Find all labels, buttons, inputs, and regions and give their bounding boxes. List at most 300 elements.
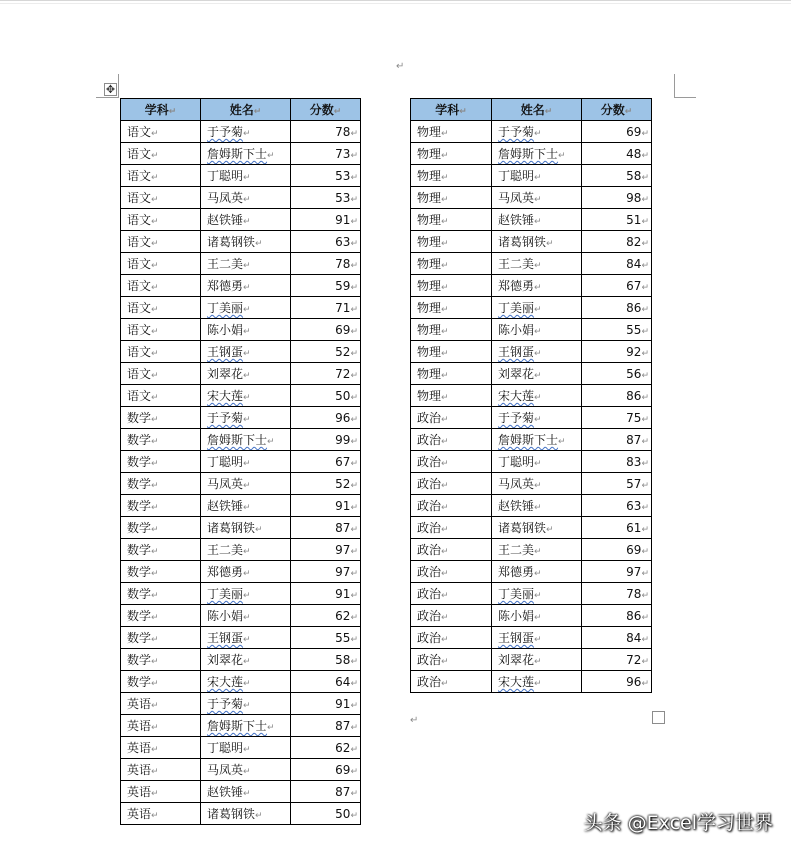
subject-cell[interactable]	[411, 275, 492, 297]
table-row	[121, 297, 361, 319]
paragraph-mark: ↵	[534, 569, 542, 579]
name-cell[interactable]	[492, 517, 582, 539]
paragraph-mark: ↵	[151, 613, 159, 623]
paragraph-mark: ↵	[641, 260, 649, 271]
score-cell[interactable]	[291, 759, 361, 781]
name-cell[interactable]	[201, 297, 291, 319]
name-cell-text: 丁聪明	[498, 455, 535, 469]
paragraph-mark: ↵	[151, 547, 159, 557]
name-cell[interactable]	[201, 561, 291, 583]
subject-cell-text: 政治	[417, 631, 442, 645]
header-score[interactable]: 分数↵	[582, 99, 652, 121]
name-cell[interactable]	[492, 561, 582, 583]
table-row	[411, 341, 652, 363]
name-cell[interactable]	[201, 671, 291, 693]
score-cell[interactable]	[291, 561, 361, 583]
name-cell[interactable]	[201, 187, 291, 209]
score-cell[interactable]	[291, 407, 361, 429]
subject-cell-text: 政治	[417, 653, 442, 667]
score-cell[interactable]	[582, 605, 652, 627]
score-cell-text: 52	[335, 344, 351, 359]
table-row	[121, 781, 361, 803]
subject-cell[interactable]	[121, 363, 201, 385]
name-cell[interactable]	[492, 671, 582, 693]
score-cell[interactable]	[582, 517, 652, 539]
name-cell[interactable]	[201, 319, 291, 341]
paragraph-mark: ↵	[441, 525, 449, 535]
subject-cell[interactable]	[411, 605, 492, 627]
subject-cell[interactable]	[411, 143, 492, 165]
paragraph-mark: ↵	[441, 591, 449, 601]
name-cell[interactable]	[201, 759, 291, 781]
score-cell[interactable]	[582, 539, 652, 561]
subject-cell[interactable]	[121, 297, 201, 319]
score-cell[interactable]	[582, 165, 652, 187]
score-cell[interactable]	[291, 649, 361, 671]
paragraph-mark: ↵	[151, 371, 159, 381]
paragraph-mark: ↵	[641, 392, 649, 403]
name-cell[interactable]	[492, 385, 582, 407]
name-cell[interactable]	[201, 605, 291, 627]
name-cell[interactable]	[492, 143, 582, 165]
subject-cell-text: 语文	[127, 213, 152, 227]
score-cell[interactable]	[582, 341, 652, 363]
score-cell-text: 99	[335, 432, 351, 447]
score-cell[interactable]	[291, 737, 361, 759]
subject-cell[interactable]	[411, 231, 492, 253]
subject-cell[interactable]	[121, 187, 201, 209]
name-cell-text: 丁聪明	[207, 741, 244, 755]
table-resize-handle-icon[interactable]	[652, 711, 665, 724]
paragraph-mark: ↵	[441, 327, 449, 337]
subject-cell[interactable]	[121, 583, 201, 605]
subject-cell[interactable]	[121, 495, 201, 517]
header-name[interactable]: 姓名↵	[201, 99, 291, 121]
name-cell[interactable]	[492, 407, 582, 429]
table-row	[411, 165, 652, 187]
name-cell[interactable]	[492, 363, 582, 385]
subject-cell[interactable]	[121, 759, 201, 781]
score-cell[interactable]	[582, 451, 652, 473]
paragraph-mark: ↵	[350, 282, 358, 293]
score-cell[interactable]	[582, 473, 652, 495]
paragraph-mark: ↵	[534, 635, 542, 645]
name-cell[interactable]	[201, 451, 291, 473]
subject-cell[interactable]	[121, 341, 201, 363]
paragraph-mark: ↵	[350, 722, 358, 733]
score-cell-text: 71	[335, 300, 351, 315]
score-cell[interactable]	[291, 253, 361, 275]
score-cell[interactable]	[291, 275, 361, 297]
subject-cell[interactable]	[411, 451, 492, 473]
subject-cell-text: 英语	[127, 807, 152, 821]
name-cell[interactable]	[492, 209, 582, 231]
score-cell[interactable]	[582, 671, 652, 693]
name-cell[interactable]	[201, 539, 291, 561]
name-cell[interactable]	[492, 275, 582, 297]
paragraph-mark: ↵	[151, 459, 159, 469]
subject-cell[interactable]	[411, 583, 492, 605]
score-cell[interactable]	[291, 451, 361, 473]
score-cell[interactable]	[291, 605, 361, 627]
subject-cell[interactable]	[121, 429, 201, 451]
score-cell[interactable]	[291, 385, 361, 407]
paragraph-mark: ↵	[350, 348, 358, 359]
score-cell[interactable]	[582, 429, 652, 451]
score-cell-text: 51	[626, 212, 642, 227]
name-cell-text: 詹姆斯下士	[207, 719, 268, 733]
paragraph-mark: ↵	[641, 590, 649, 601]
score-cell[interactable]	[582, 363, 652, 385]
table-row	[121, 319, 361, 341]
score-cell-text: 55	[626, 322, 642, 337]
name-cell[interactable]	[492, 649, 582, 671]
subject-cell-text: 数学	[127, 433, 152, 447]
paragraph-mark: ↵	[641, 568, 649, 579]
score-cell[interactable]	[582, 231, 652, 253]
score-cell[interactable]	[291, 671, 361, 693]
score-cell[interactable]	[582, 561, 652, 583]
name-cell[interactable]	[201, 473, 291, 495]
score-cell[interactable]	[291, 539, 361, 561]
score-cell[interactable]	[291, 341, 361, 363]
score-cell-text: 53	[335, 190, 351, 205]
score-cell[interactable]	[582, 495, 652, 517]
subject-cell[interactable]	[411, 253, 492, 275]
paragraph-mark: ↵	[243, 789, 251, 799]
name-cell[interactable]	[201, 253, 291, 275]
score-cell[interactable]	[582, 385, 652, 407]
score-cell-text: 69	[626, 542, 642, 557]
subject-cell-text: 物理	[417, 389, 442, 403]
name-cell[interactable]	[201, 341, 291, 363]
subject-cell[interactable]	[411, 363, 492, 385]
subject-cell[interactable]	[121, 517, 201, 539]
score-cell-text: 87	[626, 432, 642, 447]
name-cell[interactable]	[492, 429, 582, 451]
score-cell[interactable]	[291, 187, 361, 209]
page-top-border	[0, 0, 791, 1]
subject-cell[interactable]	[411, 165, 492, 187]
subject-cell[interactable]	[411, 319, 492, 341]
subject-cell[interactable]	[411, 385, 492, 407]
score-cell[interactable]	[291, 473, 361, 495]
subject-cell[interactable]	[411, 649, 492, 671]
table-row	[411, 583, 652, 605]
paragraph-mark: ↵	[243, 613, 251, 623]
name-cell[interactable]	[201, 693, 291, 715]
name-cell[interactable]	[201, 275, 291, 297]
subject-cell[interactable]	[411, 121, 492, 143]
subject-cell[interactable]	[411, 209, 492, 231]
paragraph-mark: ↵	[151, 151, 159, 161]
paragraph-mark: ↵	[441, 239, 449, 249]
paragraph-mark: ↵	[350, 216, 358, 227]
table-move-handle-icon[interactable]: ✥	[105, 83, 116, 96]
header-score[interactable]: 分数↵	[291, 99, 361, 121]
score-cell[interactable]	[291, 583, 361, 605]
name-cell[interactable]	[492, 451, 582, 473]
paragraph-mark: ↵	[350, 194, 358, 205]
subject-cell-text: 物理	[417, 323, 442, 337]
name-cell-text: 于予菊	[207, 411, 244, 425]
score-cell[interactable]	[291, 209, 361, 231]
table-row	[411, 671, 652, 693]
subject-cell[interactable]	[411, 429, 492, 451]
name-cell[interactable]	[492, 627, 582, 649]
margin-corner-left-v	[118, 74, 119, 98]
score-cell[interactable]	[582, 319, 652, 341]
name-cell-text: 王钢蛋	[498, 345, 535, 359]
score-cell[interactable]	[291, 495, 361, 517]
paragraph-mark: ↵	[641, 612, 649, 623]
score-cell[interactable]	[582, 407, 652, 429]
name-cell-text: 王二美	[207, 257, 244, 271]
name-cell[interactable]	[201, 495, 291, 517]
name-cell[interactable]	[492, 165, 582, 187]
subject-cell-text: 政治	[417, 477, 442, 491]
score-cell-text: 86	[626, 388, 642, 403]
score-cell[interactable]	[291, 363, 361, 385]
paragraph-mark: ↵	[441, 283, 449, 293]
subject-cell-text: 数学	[127, 631, 152, 645]
header-subject[interactable]: 学科↵	[411, 99, 492, 121]
subject-cell[interactable]	[121, 253, 201, 275]
name-cell[interactable]	[201, 649, 291, 671]
score-cell[interactable]	[291, 231, 361, 253]
score-cell-text: 96	[626, 674, 642, 689]
name-cell[interactable]	[201, 363, 291, 385]
subject-cell-text: 语文	[127, 301, 152, 315]
subject-cell[interactable]	[411, 517, 492, 539]
subject-cell[interactable]	[121, 385, 201, 407]
paragraph-mark: ↵	[546, 239, 554, 249]
score-cell[interactable]	[582, 297, 652, 319]
subject-cell[interactable]	[411, 187, 492, 209]
name-cell[interactable]	[492, 583, 582, 605]
paragraph-mark: ↵	[151, 173, 159, 183]
paragraph-mark: ↵	[641, 238, 649, 249]
table-row	[121, 627, 361, 649]
name-cell[interactable]	[201, 715, 291, 737]
paragraph-mark: ↵	[641, 634, 649, 645]
score-cell-text: 73	[335, 146, 351, 161]
paragraph-mark: ↵	[641, 436, 649, 447]
paragraph-mark: ↵	[534, 283, 542, 293]
table-row	[121, 693, 361, 715]
paragraph-mark: ↵	[350, 238, 358, 249]
score-cell[interactable]	[582, 209, 652, 231]
name-cell-text: 丁美丽	[207, 301, 244, 315]
name-cell[interactable]	[201, 165, 291, 187]
name-cell[interactable]	[492, 539, 582, 561]
subject-cell[interactable]	[121, 671, 201, 693]
subject-cell[interactable]	[411, 297, 492, 319]
name-cell-text: 陈小娟	[207, 609, 244, 623]
score-cell-text: 91	[335, 586, 351, 601]
subject-cell[interactable]	[121, 231, 201, 253]
score-cell[interactable]	[291, 121, 361, 143]
table-row	[411, 231, 652, 253]
table-header-row	[121, 99, 361, 121]
header-name[interactable]: 姓名↵	[492, 99, 582, 121]
score-cell[interactable]	[291, 297, 361, 319]
name-cell[interactable]	[492, 341, 582, 363]
name-cell[interactable]	[492, 473, 582, 495]
table-row	[121, 165, 361, 187]
score-cell-text: 72	[626, 652, 642, 667]
score-cell[interactable]	[291, 803, 361, 825]
name-cell[interactable]	[201, 737, 291, 759]
score-cell-text: 78	[335, 124, 351, 139]
subject-cell[interactable]	[121, 209, 201, 231]
paragraph-mark: ↵	[151, 129, 159, 139]
name-cell-text: 马凤英	[498, 191, 535, 205]
name-cell[interactable]	[201, 143, 291, 165]
table-row	[121, 495, 361, 517]
subject-cell[interactable]	[121, 143, 201, 165]
paragraph-mark: ↵	[534, 503, 542, 513]
subject-cell[interactable]	[121, 605, 201, 627]
subject-cell[interactable]	[121, 627, 201, 649]
name-cell[interactable]	[201, 583, 291, 605]
name-cell[interactable]	[201, 781, 291, 803]
name-cell[interactable]	[201, 209, 291, 231]
name-cell-text: 丁聪明	[207, 455, 244, 469]
score-table-right	[410, 98, 652, 693]
subject-cell-text: 政治	[417, 433, 442, 447]
subject-cell-text: 数学	[127, 653, 152, 667]
paragraph-mark: ↵	[641, 128, 649, 139]
name-cell[interactable]	[201, 803, 291, 825]
subject-cell[interactable]	[121, 561, 201, 583]
subject-cell[interactable]	[121, 715, 201, 737]
subject-cell[interactable]	[121, 121, 201, 143]
name-cell-text: 王二美	[498, 257, 535, 271]
subject-cell[interactable]	[411, 407, 492, 429]
paragraph-mark: ↵	[441, 459, 449, 469]
subject-cell[interactable]	[411, 341, 492, 363]
subject-cell[interactable]	[411, 671, 492, 693]
subject-cell[interactable]	[121, 275, 201, 297]
name-cell[interactable]	[201, 517, 291, 539]
subject-cell[interactable]	[411, 627, 492, 649]
name-cell[interactable]	[492, 297, 582, 319]
paragraph-mark: ↵	[534, 481, 542, 491]
name-cell[interactable]	[201, 121, 291, 143]
paragraph-mark: ↵	[534, 129, 542, 139]
subject-cell[interactable]	[121, 407, 201, 429]
score-cell-text: 87	[335, 718, 351, 733]
score-cell-text: 96	[335, 410, 351, 425]
name-cell-text: 王二美	[498, 543, 535, 557]
name-cell-text: 于予菊	[207, 697, 244, 711]
subject-cell[interactable]	[411, 473, 492, 495]
subject-cell[interactable]	[121, 451, 201, 473]
score-cell[interactable]	[582, 143, 652, 165]
score-cell[interactable]	[291, 143, 361, 165]
header-subject[interactable]: 学科↵	[121, 99, 201, 121]
subject-cell[interactable]	[121, 319, 201, 341]
paragraph-mark: ↵	[151, 657, 159, 667]
score-cell[interactable]	[291, 627, 361, 649]
paragraph-mark: ↵	[151, 481, 159, 491]
score-cell[interactable]	[582, 121, 652, 143]
score-cell[interactable]	[582, 187, 652, 209]
paragraph-mark-after-table: ↵	[410, 715, 419, 726]
subject-cell[interactable]	[411, 539, 492, 561]
name-cell[interactable]	[492, 605, 582, 627]
subject-cell[interactable]	[121, 803, 201, 825]
subject-cell[interactable]	[121, 473, 201, 495]
score-cell[interactable]	[291, 517, 361, 539]
score-cell[interactable]	[582, 583, 652, 605]
name-cell-text: 宋大莲	[498, 675, 535, 689]
subject-cell[interactable]	[121, 781, 201, 803]
name-cell[interactable]	[201, 627, 291, 649]
score-cell[interactable]	[291, 781, 361, 803]
score-cell[interactable]	[291, 693, 361, 715]
name-cell[interactable]	[201, 231, 291, 253]
paragraph-mark: ↵	[151, 679, 159, 689]
subject-cell[interactable]	[121, 737, 201, 759]
paragraph-mark: ↵	[534, 327, 542, 337]
name-cell[interactable]	[201, 407, 291, 429]
paragraph-mark: ↵	[151, 811, 159, 821]
name-cell-text: 詹姆斯下士	[207, 433, 268, 447]
paragraph-mark: ↵	[243, 393, 251, 403]
paragraph-mark: ↵	[243, 459, 251, 469]
subject-cell[interactable]	[411, 495, 492, 517]
name-cell[interactable]	[492, 187, 582, 209]
subject-cell-text: 语文	[127, 345, 152, 359]
subject-cell[interactable]	[411, 561, 492, 583]
score-cell[interactable]	[291, 715, 361, 737]
name-cell[interactable]	[201, 429, 291, 451]
subject-cell[interactable]	[121, 539, 201, 561]
subject-cell[interactable]	[121, 649, 201, 671]
name-cell[interactable]	[492, 253, 582, 275]
name-cell[interactable]	[492, 495, 582, 517]
score-cell[interactable]	[582, 275, 652, 297]
subject-cell-text: 物理	[417, 279, 442, 293]
score-cell[interactable]	[291, 319, 361, 341]
paragraph-mark: ↵	[534, 217, 542, 227]
paragraph-mark: ↵	[151, 723, 159, 733]
name-cell[interactable]	[492, 121, 582, 143]
name-cell[interactable]	[201, 385, 291, 407]
score-cell-text: 58	[626, 168, 642, 183]
paragraph-mark: ↵	[350, 128, 358, 139]
score-cell[interactable]	[291, 165, 361, 187]
score-cell[interactable]	[582, 627, 652, 649]
score-cell[interactable]	[582, 253, 652, 275]
name-cell[interactable]	[492, 231, 582, 253]
subject-cell[interactable]	[121, 165, 201, 187]
score-cell[interactable]	[291, 429, 361, 451]
paragraph-mark: ↵	[350, 766, 358, 777]
name-cell[interactable]	[492, 319, 582, 341]
table-row	[121, 275, 361, 297]
subject-cell[interactable]	[121, 693, 201, 715]
score-cell[interactable]	[582, 649, 652, 671]
paragraph-mark: ↵	[441, 635, 449, 645]
subject-cell-text: 物理	[417, 301, 442, 315]
score-cell-text: 62	[335, 740, 351, 755]
paragraph-mark: ↵	[243, 283, 251, 293]
paragraph-mark: ↵	[350, 436, 358, 447]
table-row	[411, 209, 652, 231]
